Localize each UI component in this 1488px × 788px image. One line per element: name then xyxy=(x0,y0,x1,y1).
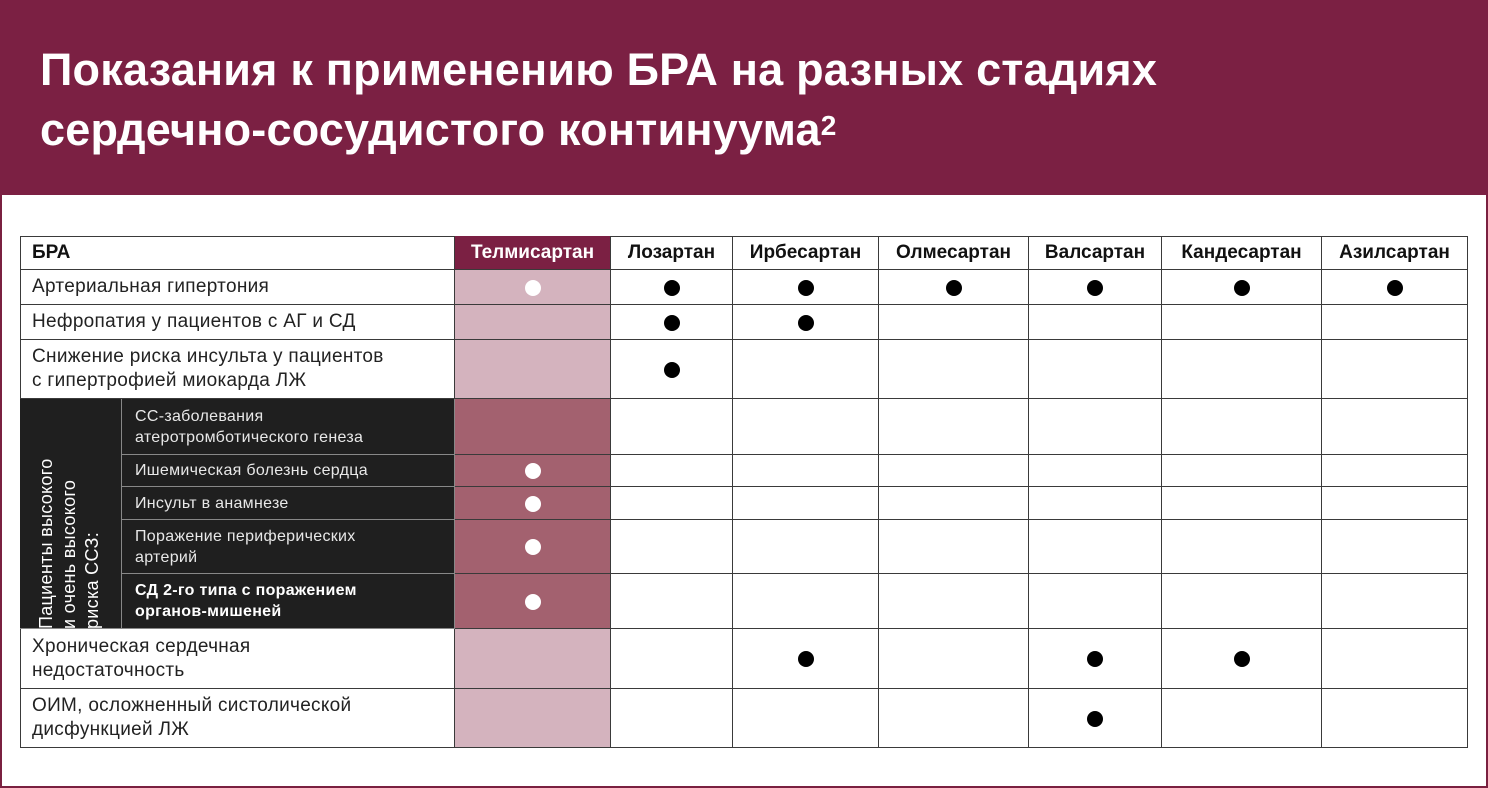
indication-dot xyxy=(525,463,541,479)
indication-dot xyxy=(525,539,541,555)
mark-cell xyxy=(879,340,1029,399)
row-label-line: СД 2-го типа с поражением xyxy=(135,582,357,599)
mark-cell xyxy=(455,629,611,689)
mark-cell xyxy=(1162,455,1322,487)
mark-cell xyxy=(611,629,733,689)
row-label-line: органов-мишеней xyxy=(135,603,282,620)
footnote-ref: 2 xyxy=(820,110,837,141)
risk-group-label xyxy=(35,399,107,629)
row-label-line: дисфункцией ЛЖ xyxy=(32,719,190,740)
mark-cell xyxy=(1322,487,1468,520)
drug-name-label: Кандесартан xyxy=(1181,241,1302,263)
row-label-text xyxy=(135,493,289,514)
indication-dot xyxy=(1087,651,1103,667)
mark-cell xyxy=(1029,520,1162,574)
mark-cell xyxy=(1322,520,1468,574)
row-label-line: Нефропатия у пациентов с АГ и СД xyxy=(32,311,356,332)
mark-cell xyxy=(455,305,611,340)
mark-cell xyxy=(1162,340,1322,399)
mark-cell xyxy=(611,689,733,748)
indication-dot xyxy=(946,280,962,296)
row-label-line: Инсульт в анамнезе xyxy=(135,494,289,512)
row-label-text xyxy=(135,580,357,622)
mark-cell xyxy=(1322,305,1468,340)
mark-cell xyxy=(733,487,879,520)
row-label-text xyxy=(135,406,363,448)
drug-name-label: Валсартан xyxy=(1044,241,1146,263)
mark-cell xyxy=(1162,574,1322,629)
row-label-line: Хроническая сердечная xyxy=(32,635,251,657)
header-cell-bra xyxy=(20,236,455,270)
mark-cell xyxy=(733,520,879,574)
mark-cell xyxy=(1322,340,1468,399)
header-cell-drug xyxy=(879,236,1029,270)
mark-cell xyxy=(611,455,733,487)
indication-dot xyxy=(525,280,541,296)
mark-cell xyxy=(455,689,611,748)
mark-cell xyxy=(1029,340,1162,399)
mark-cell xyxy=(879,399,1029,455)
indication-dot xyxy=(525,496,541,512)
row-label-line: Артериальная гипертония xyxy=(32,276,270,297)
row-label-text xyxy=(32,345,384,393)
mark-cell xyxy=(879,305,1029,340)
mark-cell xyxy=(1162,520,1322,574)
mark-cell xyxy=(611,399,733,455)
mark-cell xyxy=(879,487,1029,520)
row-label-text xyxy=(135,526,356,568)
row-label xyxy=(122,520,455,574)
row-label-line: Снижение риска инсульта у пациентов xyxy=(32,346,384,367)
header-cell-drug xyxy=(1029,236,1162,270)
row-label-line: ОИМ, осложненный систолической xyxy=(32,695,352,716)
title-line-1: Показания к применению БРА на разных стадиях xyxy=(40,44,1158,95)
indication-dot xyxy=(664,280,680,296)
row-label-line: Ишемическая болезнь сердца xyxy=(135,462,368,479)
mark-cell xyxy=(1029,399,1162,455)
mark-cell xyxy=(733,399,879,455)
row-label xyxy=(20,305,455,340)
risk-group-label-line: риска ССЗ: xyxy=(82,531,102,629)
mark-cell xyxy=(1322,455,1468,487)
drug-name-label: Телмисартан xyxy=(470,241,595,263)
mark-cell xyxy=(1162,399,1322,455)
row-label-line: СС-заболевания xyxy=(135,407,264,425)
header-cell-drug xyxy=(1162,236,1322,270)
indication-dot xyxy=(1234,280,1250,296)
mark-cell xyxy=(879,574,1029,629)
mark-cell xyxy=(1029,455,1162,487)
row-label-text xyxy=(32,310,356,334)
row-label-text xyxy=(32,635,251,683)
mark-cell xyxy=(1322,399,1468,455)
indication-dot xyxy=(525,594,541,610)
row-label xyxy=(122,455,455,487)
header-bra-label: БРА xyxy=(32,241,71,263)
row-label xyxy=(122,487,455,520)
mark-cell xyxy=(611,520,733,574)
indication-dot xyxy=(1087,280,1103,296)
row-label-line: атеротромботического генеза xyxy=(135,428,364,446)
indication-dot xyxy=(798,315,814,331)
mark-cell xyxy=(1162,305,1322,340)
mark-cell xyxy=(879,689,1029,748)
row-label xyxy=(122,399,455,455)
mark-cell xyxy=(455,340,611,399)
mark-cell xyxy=(879,520,1029,574)
title-line-2: сердечно-сосудистого континуума$^2$ xyxy=(40,104,837,155)
header-cell-drug xyxy=(1322,236,1468,270)
row-label xyxy=(20,629,455,689)
mark-cell xyxy=(1322,574,1468,629)
drug-name-label: Лозартан xyxy=(627,241,716,263)
mark-cell xyxy=(879,629,1029,689)
page-title xyxy=(40,40,1440,160)
risk-group-label-line: и очень высокого xyxy=(59,479,79,629)
row-label-line: Поражение периферических xyxy=(135,527,356,545)
row-label xyxy=(20,689,455,748)
mark-cell xyxy=(1029,574,1162,629)
row-label xyxy=(20,340,455,399)
row-label-text xyxy=(32,694,351,742)
mark-cell xyxy=(611,574,733,629)
mark-cell xyxy=(1322,629,1468,689)
mark-cell xyxy=(1322,689,1468,748)
row-label-line: артерий xyxy=(135,548,198,566)
mark-cell xyxy=(733,340,879,399)
row-label xyxy=(20,270,455,305)
drug-name-label: Азилсартан xyxy=(1339,241,1450,263)
indication-dot xyxy=(664,315,680,331)
mark-cell xyxy=(1162,689,1322,748)
row-label xyxy=(122,574,455,629)
risk-group-cell xyxy=(20,399,122,629)
row-label-line: с гипертрофией миокарда ЛЖ xyxy=(32,370,307,391)
row-label-text xyxy=(135,460,368,481)
risk-group-label-line: Пациенты высокого xyxy=(36,458,56,629)
indication-dot xyxy=(1234,651,1250,667)
header-banner xyxy=(0,0,1488,195)
drug-name-label: Олмесартан xyxy=(895,241,1012,263)
mark-cell xyxy=(1029,305,1162,340)
mark-cell xyxy=(611,487,733,520)
header-cell-drug xyxy=(611,236,733,270)
mark-cell xyxy=(455,399,611,455)
header-cell-drug xyxy=(455,236,611,270)
mark-cell xyxy=(1162,487,1322,520)
indication-dot xyxy=(798,280,814,296)
mark-cell xyxy=(733,574,879,629)
header-cell-drug xyxy=(733,236,879,270)
indication-dot xyxy=(798,651,814,667)
row-label-text xyxy=(32,275,269,299)
indication-dot xyxy=(1087,711,1103,727)
indication-dot xyxy=(664,362,680,378)
mark-cell xyxy=(733,689,879,748)
drug-name-label: Ирбесартан xyxy=(749,241,862,263)
row-label-line: недостаточность xyxy=(32,659,185,681)
mark-cell xyxy=(879,455,1029,487)
mark-cell xyxy=(1029,487,1162,520)
mark-cell xyxy=(733,455,879,487)
indication-dot xyxy=(1387,280,1403,296)
